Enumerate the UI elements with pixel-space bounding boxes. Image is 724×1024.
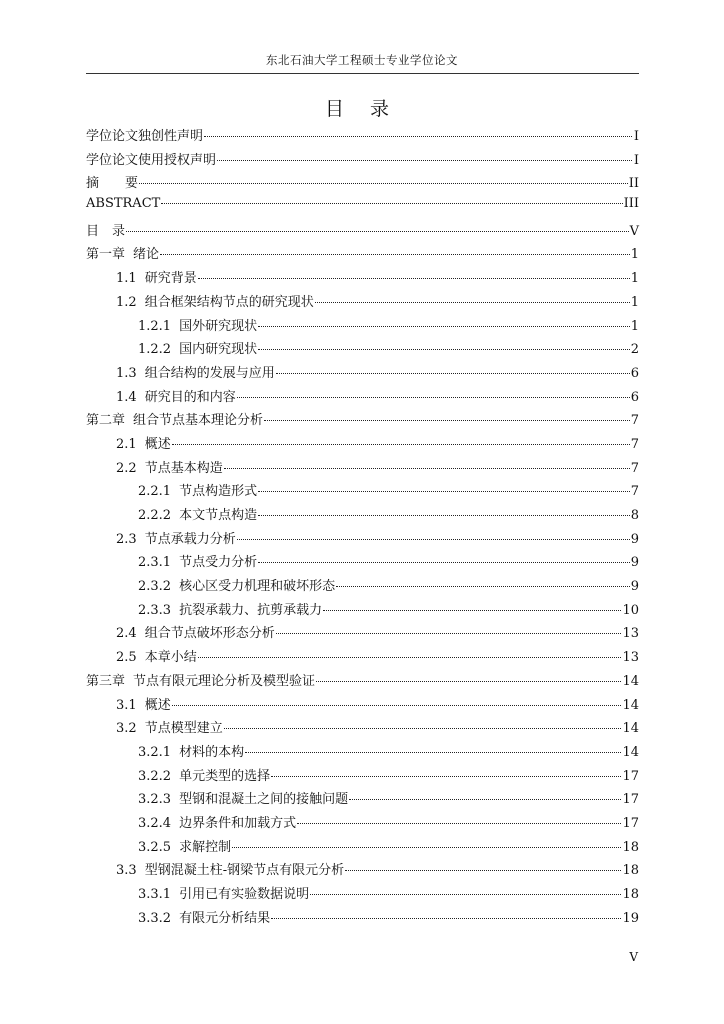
toc-entry-title: 研究背景	[144, 271, 197, 287]
toc-entry-page: I	[633, 152, 639, 168]
toc-leader-dots	[245, 751, 621, 753]
toc-entry-title: 概述	[144, 436, 171, 452]
toc-entry-title: 国外研究现状	[179, 318, 258, 334]
toc-leader-dots	[232, 846, 621, 848]
toc-entry-title: 组合节点基本理论分析	[133, 413, 264, 429]
toc-entry-page: 7	[630, 460, 639, 476]
toc-leader-dots	[258, 490, 630, 492]
toc-entry-page: 18	[622, 863, 639, 879]
toc-entry-page: 17	[622, 768, 639, 784]
toc-entry-number: 1.2.1	[138, 318, 172, 334]
toc-entry-page: 1	[630, 271, 639, 287]
toc-entry[interactable]	[86, 409, 639, 433]
toc-entry[interactable]	[86, 812, 639, 836]
toc-entry[interactable]	[86, 859, 639, 883]
toc-leader-dots	[271, 775, 621, 777]
toc-entry[interactable]	[86, 599, 639, 623]
toc-entry-title: 单元类型的选择	[179, 768, 271, 784]
toc-entry-title: 节点承载力分析	[144, 531, 236, 547]
toc-leader-dots	[258, 325, 630, 327]
toc-leader-dots	[217, 159, 632, 161]
toc-entry[interactable]	[86, 575, 639, 599]
toc-entry-page: 13	[622, 650, 639, 666]
toc-entry[interactable]	[86, 457, 639, 481]
toc-entry[interactable]	[86, 480, 639, 504]
toc-entry-number: 3.2.1	[138, 744, 172, 760]
toc-entry[interactable]	[86, 125, 639, 149]
toc-entry-number: 2.3.3	[138, 602, 172, 618]
toc-entry-number: 3.2.5	[138, 839, 172, 855]
toc-entry[interactable]	[86, 646, 639, 670]
toc-entry-number: 3.3	[116, 863, 137, 879]
toc-entry[interactable]	[86, 836, 639, 860]
toc-entry-title: 有限元分析结果	[179, 910, 271, 926]
toc-entry-number: 3.3.1	[138, 887, 172, 902]
toc-entry-number: 2.2.1	[138, 484, 172, 500]
toc-leader-dots	[316, 680, 621, 682]
toc-leader-dots	[315, 301, 630, 303]
toc-entry-number: 3.2.2	[138, 768, 172, 784]
toc-entry-title: 组合结构的发展与应用	[144, 365, 275, 381]
toc-leader-dots	[139, 182, 628, 184]
toc-entry-page: 1	[630, 294, 639, 310]
toc-leader-dots	[126, 230, 629, 232]
toc-leader-dots	[237, 396, 630, 398]
toc-entry-page: I	[633, 129, 639, 144]
toc-entry-page: 9	[630, 531, 639, 547]
toc-entry-page: 9	[630, 555, 639, 571]
toc-leader-dots	[258, 348, 630, 350]
toc-entry[interactable]	[86, 386, 639, 410]
toc-entry-page: 14	[622, 721, 639, 737]
toc-entry[interactable]	[86, 315, 639, 339]
toc-leader-dots	[160, 253, 630, 255]
toc-entry-title: 组合框架结构节点的研究现状	[144, 294, 314, 310]
toc-entry[interactable]	[86, 196, 639, 220]
toc-entry-title: 组合节点破坏形态分析	[144, 626, 275, 642]
toc-leader-dots	[172, 443, 630, 445]
toc-entry-title: 节点有限元理论分析及模型验证	[133, 673, 316, 689]
toc-entry-page: 7	[630, 484, 639, 500]
toc-entry-title: 绪论	[133, 247, 160, 263]
toc-entry-number: 第一章	[86, 247, 126, 263]
toc-entry-page: 18	[622, 887, 639, 902]
toc-entry-title: 研究目的和内容	[144, 389, 236, 405]
toc-entry-number: 2.4	[116, 626, 137, 642]
toc-entry-number: 2.3	[116, 531, 137, 547]
toc-entry-page: II	[628, 176, 639, 192]
toc-leader-dots	[237, 538, 630, 540]
toc-entry-number: 2.1	[116, 436, 137, 452]
toc-entry-number: 1.4	[116, 389, 137, 405]
toc-entry-number: 2.2	[116, 460, 137, 476]
toc-entry[interactable]	[86, 551, 639, 575]
toc-entry-title: 目 录	[86, 223, 126, 239]
toc-entry-page: 7	[630, 413, 639, 429]
toc-entry-number: 2.2.2	[138, 508, 172, 523]
toc-leader-dots	[172, 704, 622, 706]
table-of-contents	[86, 125, 639, 930]
toc-entry[interactable]	[86, 267, 639, 291]
toc-entry-page: 14	[622, 673, 639, 689]
toc-leader-dots	[198, 656, 622, 658]
toc-entry[interactable]	[86, 670, 639, 694]
toc-entry-number: 3.2.3	[138, 792, 172, 808]
toc-entry[interactable]	[86, 717, 639, 741]
toc-leader-dots	[276, 372, 630, 374]
toc-entry-title: 国内研究现状	[179, 342, 258, 358]
toc-entry-title: 型钢混凝土柱-钢梁节点有限元分析	[144, 863, 345, 879]
toc-entry-title: 抗裂承载力、抗剪承载力	[179, 602, 323, 618]
toc-entry-page: 14	[622, 697, 639, 713]
toc-entry-title: 概述	[144, 697, 171, 713]
toc-leader-dots	[204, 135, 632, 137]
toc-entry[interactable]	[86, 765, 639, 789]
toc-leader-dots	[258, 514, 630, 516]
toc-entry-title: 本章小结	[144, 650, 197, 666]
toc-entry-page: 14	[622, 744, 639, 760]
toc-entry-number: 1.1	[116, 271, 137, 287]
toc-entry-page: 13	[622, 626, 639, 642]
toc-leader-dots	[198, 277, 630, 279]
toc-entry-page: 9	[630, 579, 639, 595]
toc-entry[interactable]	[86, 883, 639, 907]
page-number: V	[629, 950, 638, 964]
toc-entry[interactable]	[86, 788, 639, 812]
toc-entry[interactable]	[86, 172, 639, 196]
toc-entry-page: 10	[622, 602, 639, 618]
toc-entry-title: 节点基本构造	[144, 460, 223, 476]
toc-entry[interactable]	[86, 220, 639, 244]
toc-leader-dots	[224, 467, 630, 469]
toc-leader-dots	[310, 893, 621, 895]
toc-entry-page: V	[629, 223, 639, 239]
toc-entry[interactable]	[86, 504, 639, 528]
toc-entry[interactable]	[86, 528, 639, 552]
toc-entry-number: 第二章	[86, 413, 126, 429]
toc-entry-page: 6	[630, 389, 639, 405]
toc-entry[interactable]	[86, 741, 639, 765]
toc-entry-number: 2.5	[116, 650, 137, 666]
toc-entry-page: 17	[622, 815, 639, 831]
toc-leader-dots	[336, 585, 630, 587]
toc-entry-title: 学位论文独创性声明	[86, 129, 204, 144]
toc-entry-title: 边界条件和加载方式	[179, 815, 297, 831]
toc-leader-dots	[276, 632, 622, 634]
toc-entry-title: 节点模型建立	[144, 721, 223, 737]
toc-entry-page: 2	[630, 342, 639, 358]
toc-entry-number: 2.3.2	[138, 579, 172, 595]
toc-entry-title: 摘 要	[86, 176, 139, 192]
toc-entry-title: 本文节点构造	[179, 508, 258, 523]
toc-leader-dots	[264, 419, 630, 421]
toc-leader-dots	[258, 561, 630, 563]
toc-entry[interactable]	[86, 362, 639, 386]
toc-entry-page: 19	[622, 910, 639, 926]
toc-entry-page: 18	[622, 839, 639, 855]
toc-entry-title: 节点构造形式	[179, 484, 258, 500]
toc-entry-number: 3.3.2	[138, 910, 172, 926]
toc-entry-title: 求解控制	[179, 839, 232, 855]
toc-entry-title: 材料的本构	[179, 744, 245, 760]
page-title: 目 录	[324, 98, 400, 120]
toc-entry-title: 型钢和混凝土之间的接触问题	[179, 792, 349, 808]
toc-entry-page: III	[623, 196, 639, 212]
toc-entry-number: 3.2.4	[138, 815, 172, 831]
toc-entry[interactable]	[86, 907, 639, 931]
toc-entry[interactable]	[86, 433, 639, 457]
header-rule	[86, 73, 639, 74]
toc-leader-dots	[323, 609, 621, 611]
toc-entry-page: 8	[630, 508, 639, 523]
toc-entry-title: 核心区受力机理和破坏形态	[179, 579, 336, 595]
toc-entry-number: 3.2	[116, 721, 137, 737]
toc-entry-number: 1.2	[116, 294, 137, 310]
toc-entry-title: 引用已有实验数据说明	[179, 887, 310, 902]
toc-entry-number: 1.2.2	[138, 342, 172, 358]
toc-entry-page: 7	[630, 436, 639, 452]
toc-entry-number: 2.3.1	[138, 555, 172, 571]
toc-leader-dots	[161, 202, 622, 204]
toc-entry-title: 节点受力分析	[179, 555, 258, 571]
toc-leader-dots	[271, 917, 621, 919]
running-header: 东北石油大学工程硕士专业学位论文	[266, 53, 458, 67]
toc-entry-page: 6	[630, 365, 639, 381]
toc-leader-dots	[224, 727, 622, 729]
toc-entry-title: 学位论文使用授权声明	[86, 152, 217, 168]
toc-leader-dots	[345, 869, 621, 871]
toc-entry-number: 1.3	[116, 365, 137, 381]
toc-entry[interactable]	[86, 338, 639, 362]
toc-entry-page: 1	[630, 247, 639, 263]
toc-entry[interactable]	[86, 243, 639, 267]
toc-entry-number: 第三章	[86, 673, 126, 689]
toc-entry[interactable]	[86, 149, 639, 173]
toc-entry-page: 1	[630, 318, 639, 334]
toc-leader-dots	[297, 822, 621, 824]
toc-entry[interactable]	[86, 694, 639, 718]
toc-entry[interactable]	[86, 291, 639, 315]
toc-entry-title: ABSTRACT	[86, 196, 161, 212]
toc-entry-page: 17	[622, 792, 639, 808]
toc-entry[interactable]	[86, 622, 639, 646]
toc-entry-number: 3.1	[116, 697, 137, 713]
toc-leader-dots	[349, 798, 621, 800]
